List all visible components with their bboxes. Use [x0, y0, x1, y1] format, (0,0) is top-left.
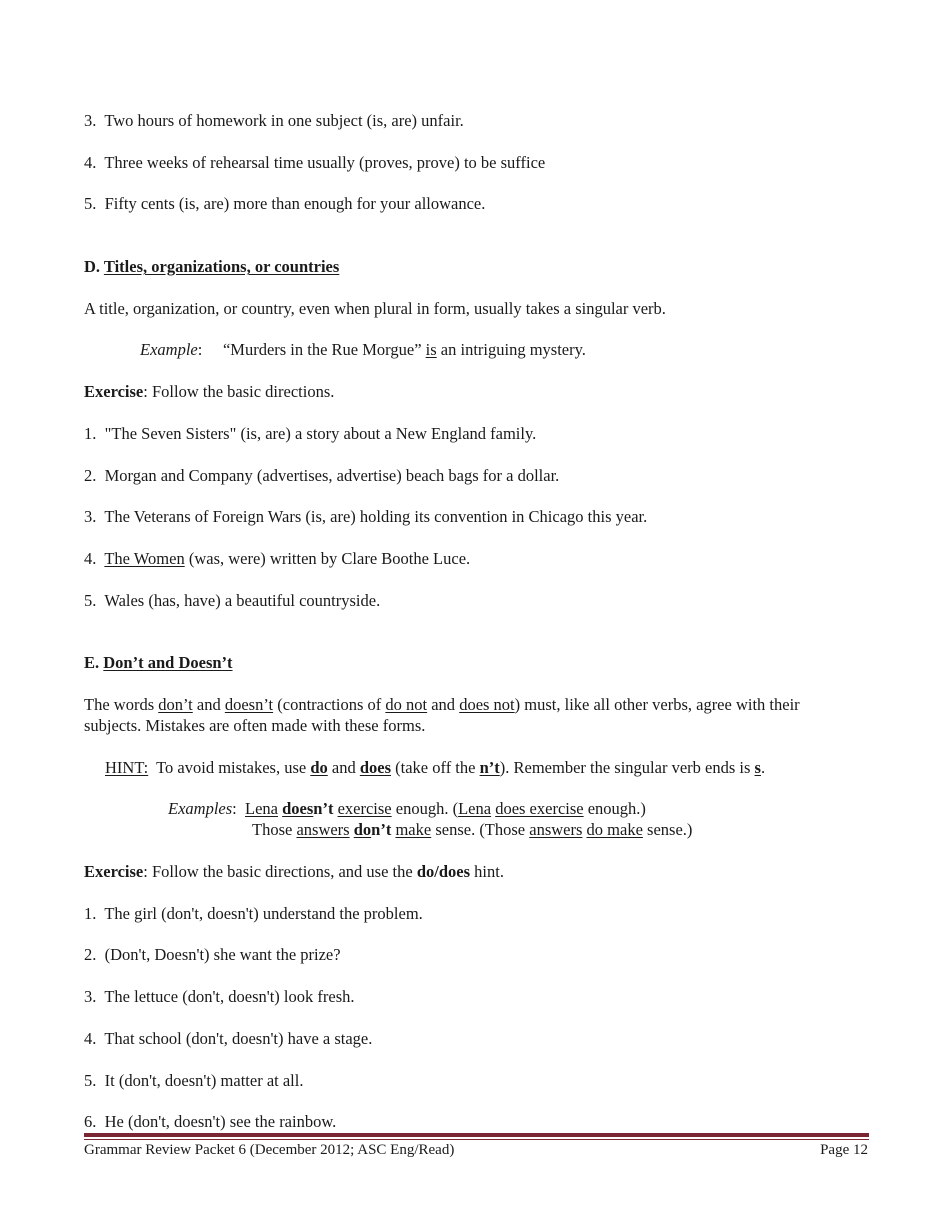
footer-rule [84, 1133, 869, 1137]
exercise-item: 1. The girl (don't, doesn't) understand the problem. [84, 904, 423, 923]
item-number: 3. [84, 111, 97, 130]
item-number: 5. [84, 194, 97, 213]
examples-label: Examples [168, 799, 233, 818]
section-letter: D. [84, 257, 101, 276]
exercise-item: 2. (Don't, Doesn't) she want the prize? [84, 945, 341, 964]
exercise-item [84, 153, 545, 173]
hint-label: HINT: [105, 758, 149, 777]
section-heading-e [84, 653, 233, 673]
item-text: Two hours of homework in one subject (is, are) unfair. [104, 111, 464, 130]
work-title: The Women [104, 549, 185, 568]
footer-rule-thin [84, 1139, 869, 1140]
section-heading-d [84, 257, 339, 277]
example-line: Examples: Lena doesn’t exercise enough. (Lena does exercise enough.) [168, 799, 646, 818]
item-text: Three weeks of rehearsal time usually (proves, prove) to be suffice [104, 153, 546, 172]
example-verb: is [425, 340, 437, 359]
example-line: Example: “Murders in the Rue Morgue” is an intriguing mystery. [140, 340, 586, 359]
exercise-item [84, 194, 485, 214]
hint-line: HINT: To avoid mistakes, use do and does (take off the n’t). Remember the singular verb ends is s. [105, 758, 766, 777]
section-title: Don’t and Doesn’t [103, 653, 233, 672]
section-title: Titles, organizations, or countries [103, 257, 340, 276]
example-line: Those answers don’t make sense. (Those answers do make sense.) [252, 820, 693, 839]
exercise-item: 3. The lettuce (don't, doesn't) look fresh. [84, 987, 355, 1006]
item-number: 4. [84, 153, 97, 172]
exercise-item: 3. The Veterans of Foreign Wars (is, are) holding its convention in Chicago this year. [84, 507, 648, 526]
section-letter: E. [84, 653, 100, 672]
exercise-directions: Exercise: Follow the basic directions, and use the do/does hint. [84, 862, 504, 881]
exercise-item: 4. That school (don't, doesn't) have a stage. [84, 1029, 373, 1048]
exercise-label: Exercise [84, 382, 144, 401]
exercise-item: 2. Morgan and Company (advertises, advertise) beach bags for a dollar. [84, 466, 560, 485]
exercise-item: 6. He (don't, doesn't) see the rainbow. [84, 1112, 337, 1131]
exercise-item [84, 111, 464, 131]
exercise-item: 1. "The Seven Sisters" (is, are) a story about a New England family. [84, 424, 537, 443]
exercise-item: 5. Wales (has, have) a beautiful countryside. [84, 591, 381, 610]
section-intro: The words don’t and doesn’t (contractions of do not and does not) must, like all other verbs, agree with their subjects. Mistakes are often made with these forms. [84, 695, 800, 735]
example-text: “Murders in the Rue Morgue” [222, 340, 422, 359]
exercise-directions: Exercise: Follow the basic directions. [84, 382, 335, 401]
exercise-item: 5. It (don't, doesn't) matter at all. [84, 1071, 304, 1090]
exercise-item: 4. The Women (was, were) written by Clare Boothe Luce. [84, 549, 471, 568]
page-number: Page 12 [820, 1142, 868, 1158]
exercise-label: Exercise [84, 862, 144, 881]
section-rule: A title, organization, or country, even when plural in form, usually takes a singular verb. [84, 299, 666, 318]
item-text: Fifty cents (is, are) more than enough for your allowance. [104, 194, 486, 213]
footer-title: Grammar Review Packet 6 (December 2012; ASC Eng/Read) [84, 1142, 455, 1158]
example-label: Example [140, 340, 198, 359]
